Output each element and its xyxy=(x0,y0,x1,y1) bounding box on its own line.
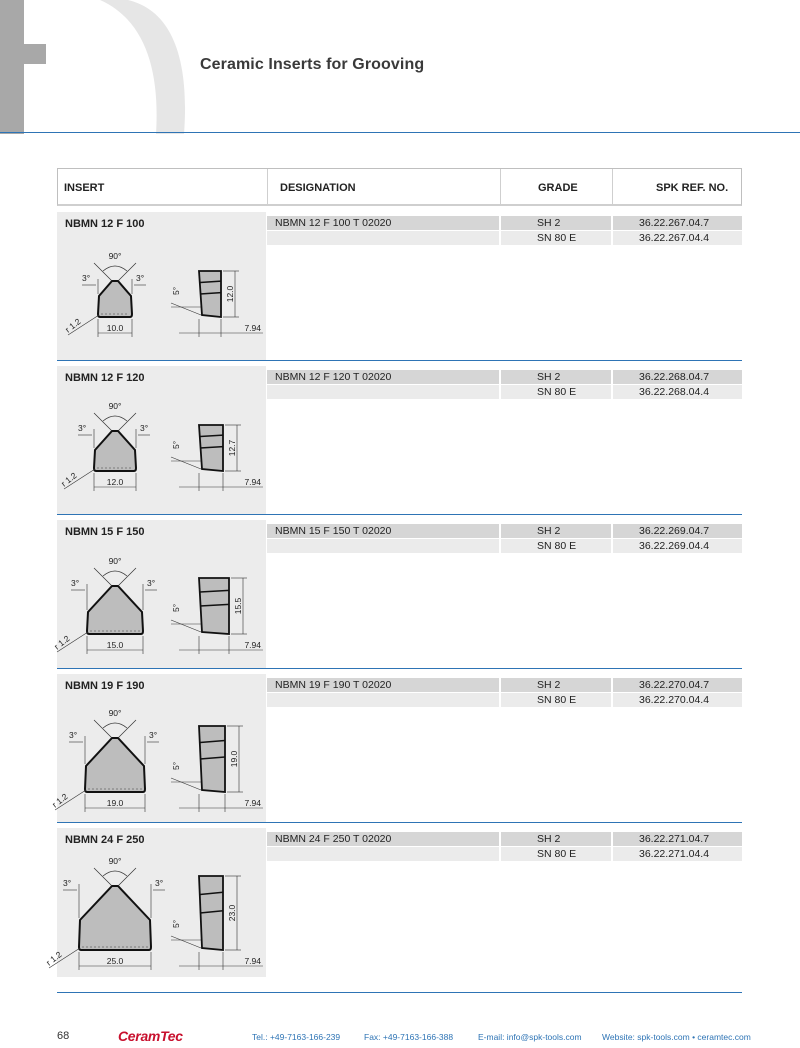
width-label: 12.0 xyxy=(106,477,124,487)
insert-drawing xyxy=(44,828,266,977)
header-graphic xyxy=(0,0,200,134)
radius-label: r 1.2 xyxy=(44,949,64,968)
grade-cell: SH 2 xyxy=(537,833,561,845)
designation-line xyxy=(267,693,742,707)
angle-arc xyxy=(103,266,127,271)
angle-line xyxy=(118,720,136,738)
header-ref: SPK REF. NO. xyxy=(656,182,729,194)
height-label: 23.0 xyxy=(227,904,237,922)
header-separator xyxy=(500,169,501,205)
ref-cell: 36.22.271.04.4 xyxy=(639,848,710,860)
grade-cell: SH 2 xyxy=(537,217,561,229)
clearance-label: 5° xyxy=(171,919,181,928)
designation-line xyxy=(267,216,742,230)
clearance-line xyxy=(171,303,201,315)
footer-email[interactable]: E-mail: info@spk-tools.com xyxy=(478,1032,582,1042)
header-designation: DESIGNATION xyxy=(280,182,356,194)
insert-name: NBMN 24 F 250 xyxy=(65,834,145,846)
side-angle-label-left: 3° xyxy=(82,273,91,283)
thickness-label: 7.94 xyxy=(244,798,261,808)
angle-label: 90° xyxy=(108,251,122,261)
row-divider xyxy=(57,360,742,361)
angle-line xyxy=(94,568,112,586)
designation-line xyxy=(267,231,742,245)
angle-line xyxy=(118,868,136,886)
angle-line xyxy=(118,568,136,586)
side-angle-label-left: 3° xyxy=(78,423,87,433)
clearance-label: 5° xyxy=(171,761,181,770)
height-label: 12.7 xyxy=(227,439,237,457)
height-label: 19.0 xyxy=(229,750,239,768)
angle-label: 90° xyxy=(108,708,122,718)
footer-website[interactable]: Website: spk-tools.com • ceramtec.com xyxy=(602,1032,751,1042)
height-label: 12.0 xyxy=(225,285,235,303)
page-title: Ceramic Inserts for Grooving xyxy=(200,56,425,73)
insert-drawing xyxy=(50,674,266,823)
designation-cell: NBMN 24 F 250 T 02020 xyxy=(275,833,392,845)
insert-drawing xyxy=(57,366,266,515)
side-angle-label-right: 3° xyxy=(140,423,149,433)
grade-cell: SH 2 xyxy=(537,525,561,537)
insert-name: NBMN 12 F 100 xyxy=(65,218,145,230)
insert-body-shape xyxy=(79,886,151,950)
grade-cell: SN 80 E xyxy=(537,848,577,860)
header-insert: INSERT xyxy=(64,182,105,194)
footer-fax: Fax: +49-7163-166-388 xyxy=(364,1032,454,1042)
side-angle-label-right: 3° xyxy=(149,730,158,740)
clearance-line xyxy=(171,457,201,469)
width-label: 25.0 xyxy=(106,956,124,966)
angle-arc xyxy=(103,871,127,876)
header-rule xyxy=(0,132,800,133)
ref-cell: 36.22.269.04.7 xyxy=(639,525,710,537)
designation-line xyxy=(267,539,742,553)
clearance-label: 5° xyxy=(171,440,181,449)
insert-body-shape xyxy=(98,281,132,317)
angle-line xyxy=(94,868,112,886)
insert-row xyxy=(44,828,742,977)
angle-line xyxy=(94,720,112,738)
insert-body-shape xyxy=(87,586,143,634)
ref-cell: 36.22.270.04.4 xyxy=(639,694,710,706)
row-divider xyxy=(57,514,742,515)
insert-name: NBMN 15 F 150 xyxy=(65,526,145,538)
clearance-label: 5° xyxy=(171,603,181,612)
designation-line xyxy=(267,385,742,399)
designation-cell: NBMN 12 F 100 T 02020 xyxy=(275,217,392,229)
insert-drawing xyxy=(57,212,266,361)
angle-arc xyxy=(103,416,127,421)
designation-cell: NBMN 12 F 120 T 02020 xyxy=(275,371,392,383)
grade-cell: SH 2 xyxy=(537,679,561,691)
radius-label: r 1.2 xyxy=(50,791,70,810)
insert-name: NBMN 19 F 190 xyxy=(65,680,145,692)
grade-cell: SN 80 E xyxy=(537,232,577,244)
insert-name: NBMN 12 F 120 xyxy=(65,372,145,384)
clearance-line xyxy=(171,936,201,948)
grade-cell: SN 80 E xyxy=(537,694,577,706)
width-label: 10.0 xyxy=(106,323,124,333)
ref-cell: 36.22.267.04.4 xyxy=(639,232,710,244)
designation-line xyxy=(267,847,742,861)
side-angle-label-right: 3° xyxy=(136,273,145,283)
angle-label: 90° xyxy=(108,856,122,866)
clearance-line xyxy=(171,620,201,632)
thickness-label: 7.94 xyxy=(244,477,261,487)
insert-row xyxy=(57,366,742,515)
insert-body-shape xyxy=(94,431,136,471)
header-separator xyxy=(612,169,613,205)
clearance-label: 5° xyxy=(171,286,181,295)
footer-tel: Tel.: +49-7163-166-239 xyxy=(252,1032,341,1042)
designation-line xyxy=(267,678,742,692)
header-separator xyxy=(267,169,268,205)
side-angle-label-right: 3° xyxy=(147,578,156,588)
grade-cell: SN 80 E xyxy=(537,386,577,398)
ref-cell: 36.22.269.04.4 xyxy=(639,540,710,552)
ref-cell: 36.22.270.04.7 xyxy=(639,679,710,691)
thickness-label: 7.94 xyxy=(244,323,261,333)
designation-cell: NBMN 19 F 190 T 02020 xyxy=(275,679,392,691)
height-label: 15.5 xyxy=(233,597,243,615)
ref-cell: 36.22.268.04.4 xyxy=(639,386,710,398)
header-grade: GRADE xyxy=(538,182,578,194)
radius-label: r 1.2 xyxy=(59,470,79,489)
clearance-line xyxy=(171,778,201,790)
insert-drawing xyxy=(52,520,266,669)
designation-cell: NBMN 15 F 150 T 02020 xyxy=(275,525,392,537)
table-bottom-rule xyxy=(57,992,742,993)
page-number: 68 xyxy=(57,1030,70,1042)
ref-cell: 36.22.268.04.7 xyxy=(639,371,710,383)
footer xyxy=(0,1028,800,1048)
designation-line xyxy=(267,370,742,384)
insert-row xyxy=(52,520,742,669)
row-divider xyxy=(57,822,742,823)
row-divider xyxy=(57,668,742,669)
side-angle-label-left: 3° xyxy=(63,878,72,888)
angle-arc xyxy=(103,571,127,576)
width-label: 15.0 xyxy=(106,640,124,650)
width-label: 19.0 xyxy=(106,798,124,808)
insert-row xyxy=(57,212,742,361)
angle-line xyxy=(118,263,136,281)
insert-body-shape xyxy=(85,738,145,792)
designation-line xyxy=(267,524,742,538)
angle-line xyxy=(118,413,136,431)
angle-label: 90° xyxy=(108,401,122,411)
side-angle-label-right: 3° xyxy=(155,878,164,888)
brand-logo: CeramTec xyxy=(118,1028,183,1044)
thickness-label: 7.94 xyxy=(244,956,261,966)
side-angle-label-left: 3° xyxy=(69,730,78,740)
table-header xyxy=(57,168,742,206)
insert-row xyxy=(50,674,742,823)
angle-line xyxy=(94,413,112,431)
designation-line xyxy=(267,832,742,846)
grade-cell: SN 80 E xyxy=(537,540,577,552)
angle-line xyxy=(94,263,112,281)
angle-arc xyxy=(103,723,127,728)
ref-cell: 36.22.267.04.7 xyxy=(639,217,710,229)
radius-label: r 1.2 xyxy=(52,633,72,652)
side-angle-label-left: 3° xyxy=(71,578,80,588)
thickness-label: 7.94 xyxy=(244,640,261,650)
grade-cell: SH 2 xyxy=(537,371,561,383)
radius-label: r 1.2 xyxy=(63,316,83,335)
angle-label: 90° xyxy=(108,556,122,566)
ref-cell: 36.22.271.04.7 xyxy=(639,833,710,845)
